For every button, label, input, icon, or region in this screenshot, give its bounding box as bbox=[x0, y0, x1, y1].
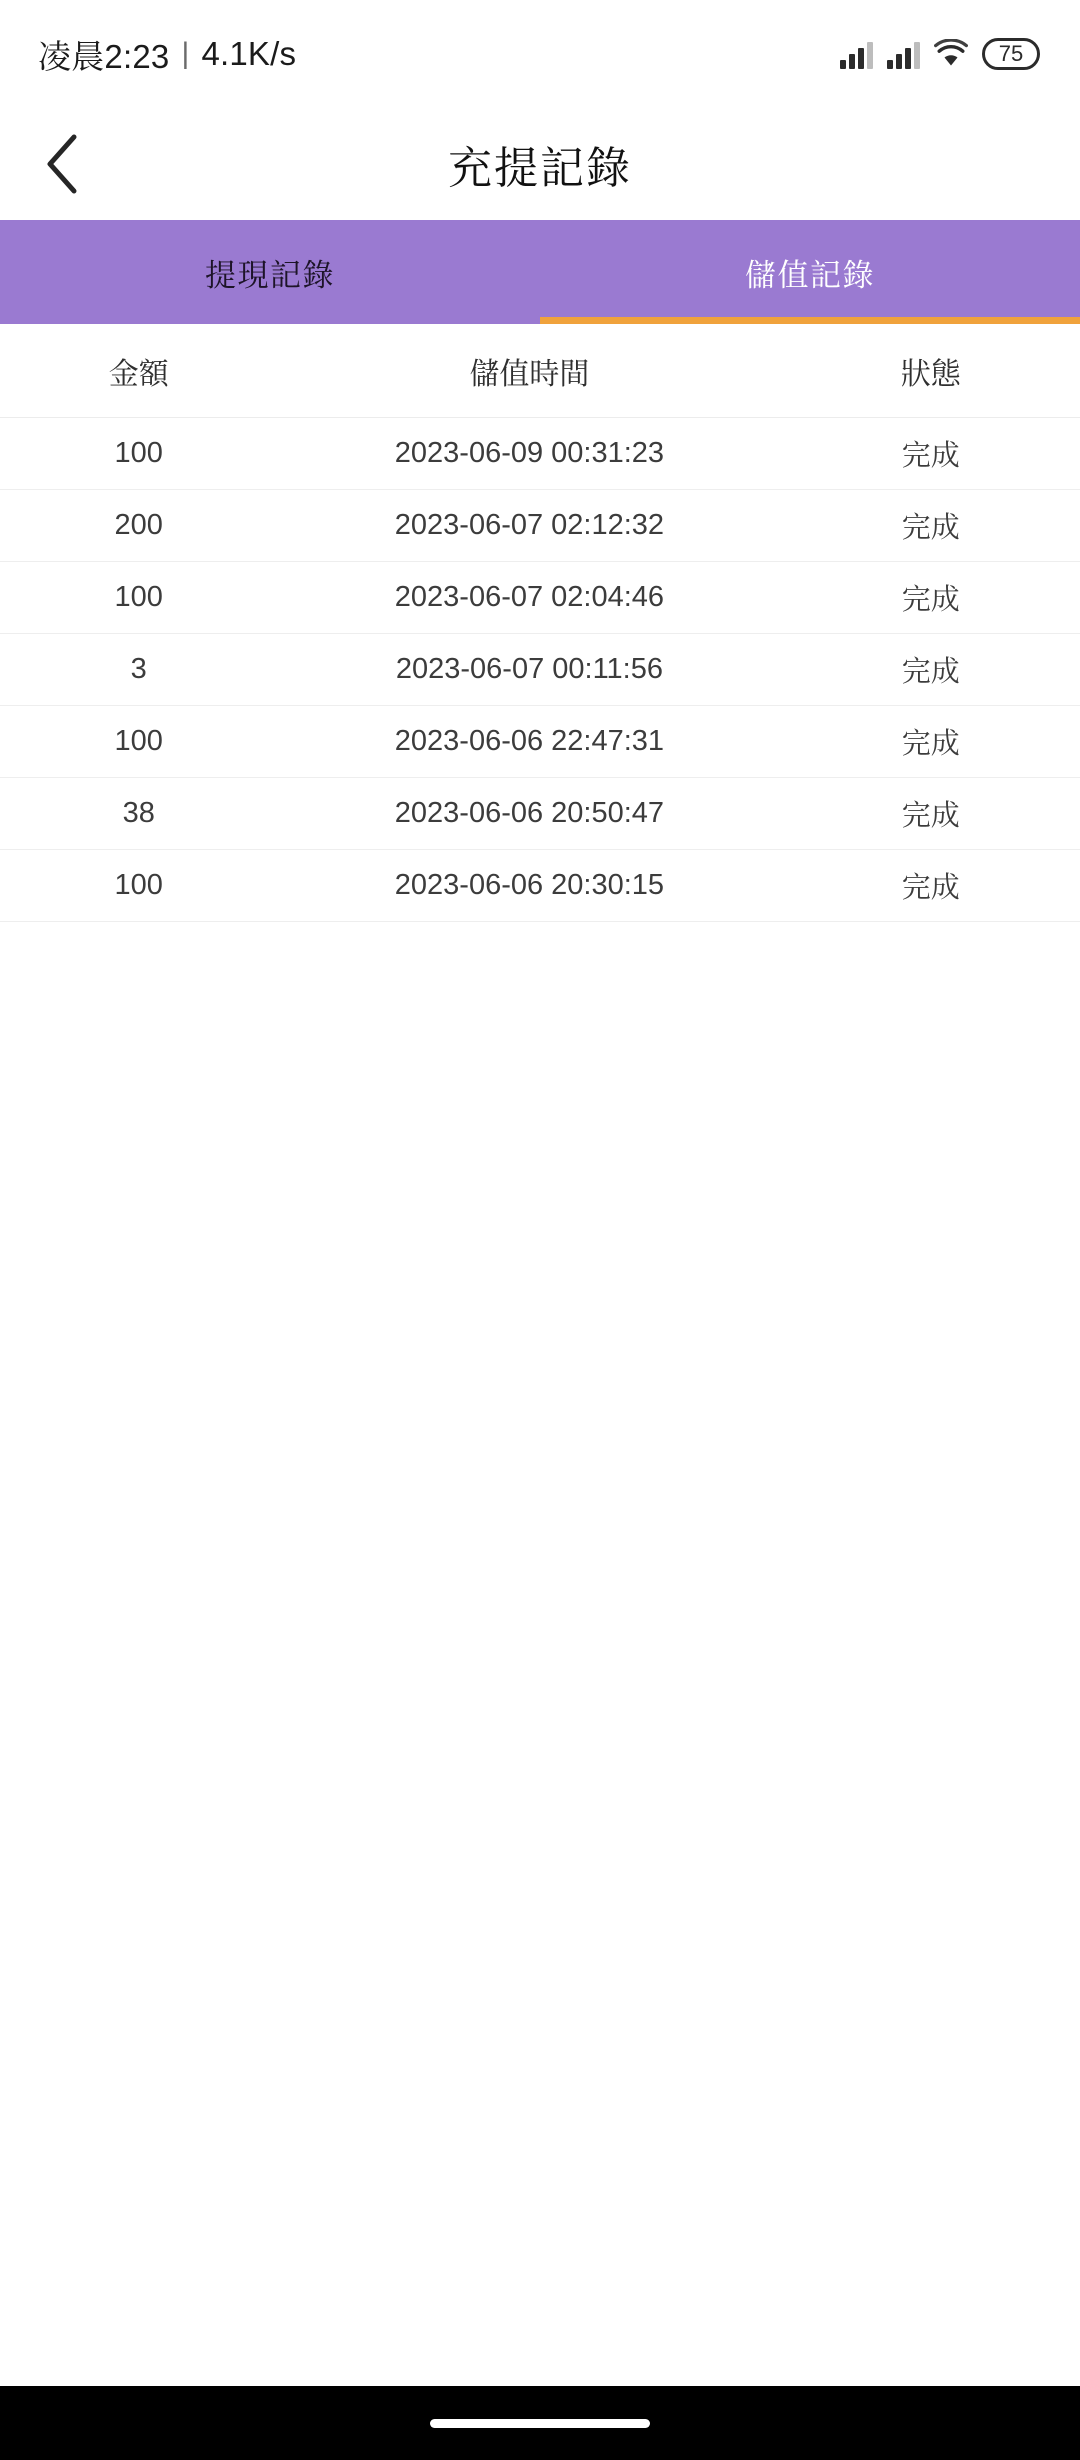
cell-status: 完成 bbox=[901, 512, 960, 544]
cell-amount: 38 bbox=[122, 797, 155, 829]
system-nav-bar bbox=[0, 2386, 1080, 2460]
cell-amount: 200 bbox=[114, 509, 163, 541]
cell-time: 2023-06-07 00:11:56 bbox=[395, 653, 663, 685]
cell-time: 2023-06-07 02:04:46 bbox=[394, 581, 665, 613]
tab-bar bbox=[0, 220, 1080, 324]
cell-amount: 100 bbox=[114, 437, 163, 469]
cell-status: 完成 bbox=[901, 872, 960, 904]
table-row[interactable] bbox=[0, 634, 1080, 706]
tab-deposit-records-label: 儲值記錄 bbox=[745, 257, 875, 293]
page-title: 充提記錄 bbox=[448, 144, 632, 193]
chevron-left-icon bbox=[42, 131, 86, 197]
signal-icon-2 bbox=[887, 39, 920, 69]
cell-amount: 3 bbox=[130, 653, 147, 685]
cell-status: 完成 bbox=[901, 656, 960, 688]
status-bar-left bbox=[38, 31, 296, 78]
column-header-status: 狀態 bbox=[900, 357, 961, 391]
table-row[interactable] bbox=[0, 490, 1080, 562]
status-bar-right bbox=[840, 38, 1040, 70]
records-table bbox=[0, 324, 1080, 2386]
tab-withdraw-records-label: 提現記錄 bbox=[205, 257, 335, 293]
title-bar bbox=[0, 108, 1080, 220]
wifi-icon bbox=[934, 39, 968, 69]
status-network-speed: 4.1K/s bbox=[201, 35, 297, 72]
table-row[interactable] bbox=[0, 778, 1080, 850]
cell-status: 完成 bbox=[901, 584, 960, 616]
cell-time: 2023-06-06 20:30:15 bbox=[394, 869, 665, 901]
cell-time: 2023-06-06 20:50:47 bbox=[394, 797, 665, 829]
battery-level: 75 bbox=[998, 41, 1024, 66]
tab-withdraw-records[interactable] bbox=[0, 220, 540, 324]
cell-status: 完成 bbox=[901, 728, 960, 760]
column-header-time: 儲值時間 bbox=[469, 357, 590, 391]
status-time: 凌晨2:23 bbox=[38, 37, 170, 75]
column-header-amount: 金額 bbox=[108, 357, 169, 391]
cell-amount: 100 bbox=[114, 869, 163, 901]
table-row[interactable] bbox=[0, 706, 1080, 778]
table-row[interactable] bbox=[0, 850, 1080, 922]
cell-status: 完成 bbox=[901, 440, 960, 472]
cell-status: 完成 bbox=[901, 800, 960, 832]
cell-amount: 100 bbox=[114, 725, 163, 757]
tab-deposit-records[interactable] bbox=[540, 220, 1080, 324]
cell-time: 2023-06-07 02:12:32 bbox=[394, 509, 665, 541]
table-header-row bbox=[0, 324, 1080, 418]
home-handle[interactable] bbox=[430, 2419, 650, 2428]
table-row[interactable] bbox=[0, 562, 1080, 634]
table-row[interactable] bbox=[0, 418, 1080, 490]
status-separator: | bbox=[181, 37, 190, 70]
battery-icon bbox=[982, 38, 1040, 70]
cell-amount: 100 bbox=[114, 581, 163, 613]
back-button[interactable] bbox=[26, 126, 102, 202]
signal-icon bbox=[840, 39, 873, 69]
status-bar bbox=[0, 0, 1080, 108]
cell-time: 2023-06-09 00:31:23 bbox=[394, 437, 665, 469]
cell-time: 2023-06-06 22:47:31 bbox=[394, 725, 665, 757]
